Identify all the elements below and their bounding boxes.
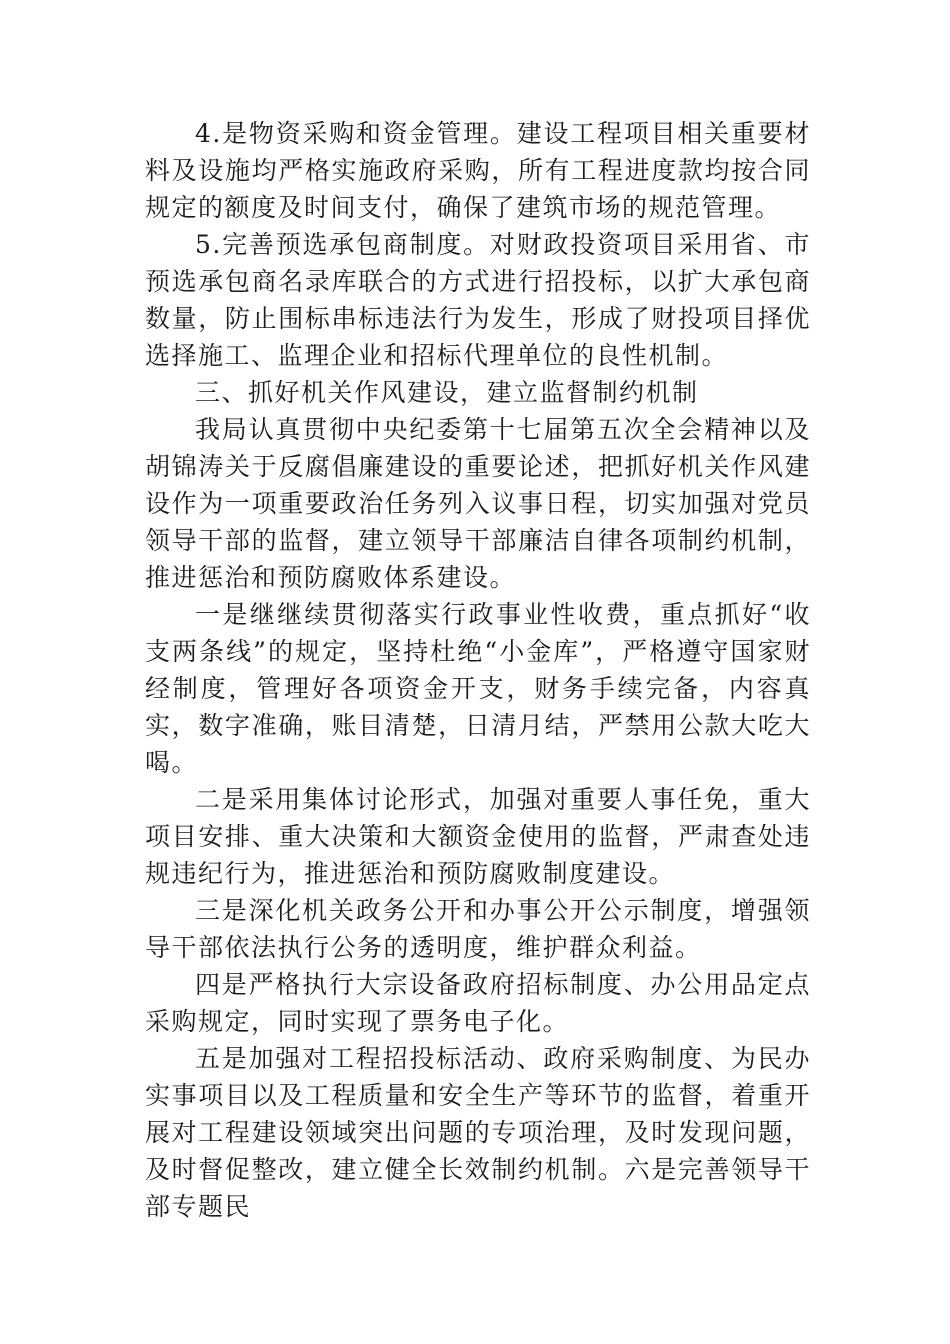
- paragraph-item-three: 三是深化机关政务公开和办事公开公示制度，增强领导干部依法执行公务的透明度，维护群众利益。: [145, 896, 811, 962]
- paragraph-anti-corruption: 我局认真贯彻中央纪委第十七届第五次全会精神以及胡锦涛关于反腐倡廉建设的重要论述，把抓好机关作风建设作为一项重要政治任务列入议事日程，切实加强对党员领导干部的监督，建立领导干部廉洁自律各项制约机制，推进惩治和预防腐败体系建设。: [145, 415, 811, 592]
- paragraph-contractor-system: 5.完善预选承包商制度。对财政投资项目采用省、市预选承包商名录库联合的方式进行招投标，以扩大承包商数量，防止围标串标违法行为发生，形成了财投项目择优选择施工、监理企业和招标代理单位的良性机制。: [145, 230, 811, 370]
- paragraph-procurement-management: 4.是物资采购和资金管理。建设工程项目相关重要材料及设施均严格实施政府采购，所有工程进度款均按合同规定的额度及时间支付，确保了建筑市场的规范管理。: [145, 119, 811, 222]
- paragraph-item-five: 五是加强对工程招投标活动、政府采购制度、为民办实事项目以及工程质量和安全生产等环节的监督，着重开展对工程建设领域突出问题的专项治理，及时发现问题，及时督促整改，建立健全长效制约机制。六是完善领导干部专题民: [145, 1044, 811, 1221]
- paragraph-item-two: 二是采用集体讨论形式，加强对重要人事任免，重大项目安排、重大决策和大额资金使用的监督，严肃查处违规违纪行为，推进惩治和预防腐败制度建设。: [145, 785, 811, 888]
- paragraph-item-four: 四是严格执行大宗设备政府招标制度、办公用品定点采购规定，同时实现了票务电子化。: [145, 970, 811, 1036]
- paragraph-item-one: 一是继继续贯彻落实行政事业性收费，重点抓好“收支两条线”的规定，坚持杜绝“小金库”，严格遵守国家财经制度，管理好各项资金开支，财务手续完备，内容真实，数字准确，账目清楚，日清月结，严禁用公款大吃大喝。: [145, 600, 811, 777]
- section-heading-supervision: 三、抓好机关作风建设，建立监督制约机制: [195, 378, 699, 407]
- document-body: [145, 115, 811, 1225]
